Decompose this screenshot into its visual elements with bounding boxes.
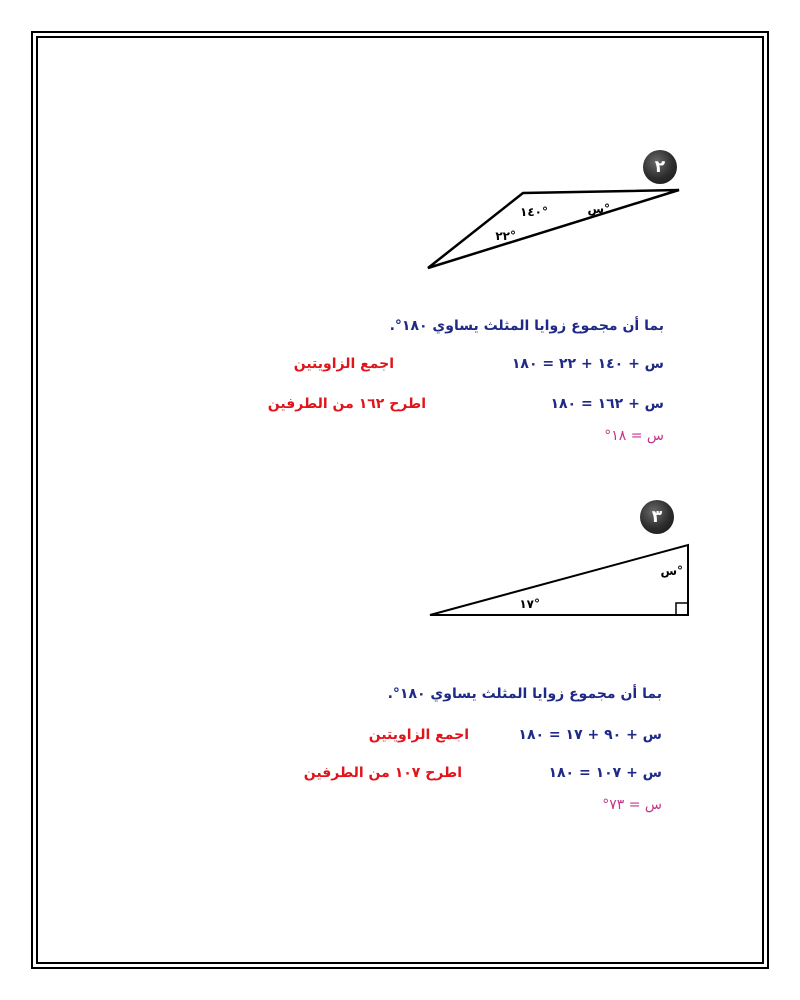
note-text: اجمع الزاويتين [368, 727, 469, 743]
angle-label-bottom: ١٧° [519, 597, 540, 611]
equation-text: س + ٩٠ + ١٧ = ١٨٠ [518, 727, 662, 743]
statement-line: بما أن مجموع زوايا المثلث يساوي ١٨٠°. [387, 686, 662, 702]
step-line [244, 396, 664, 416]
angle-label-bottom: ٢٢° [495, 229, 516, 243]
note-text: اجمع الزاويتين [293, 356, 394, 372]
angle-label-x: س° [587, 202, 610, 216]
step-line [303, 765, 662, 785]
angle-label-x: س° [660, 564, 683, 578]
step-line [342, 727, 662, 747]
note-text: اطرح ١٠٧ من الطرفين [303, 765, 462, 781]
statement-line: بما أن مجموع زوايا المثلث يساوي ١٨٠°. [389, 318, 664, 334]
note-text: اطرح ١٦٢ من الطرفين [267, 396, 426, 412]
answer-line: س = ١٨° [604, 428, 664, 444]
problem-number-badge: ٣ [640, 500, 674, 534]
step-line [284, 356, 664, 376]
equation-text: س + ١٠٧ = ١٨٠ [548, 765, 662, 781]
angle-label-top: ١٤٠° [520, 205, 548, 219]
answer-line: س = ٧٣° [602, 797, 662, 813]
equation-text: س + ١٤٠ + ٢٢ = ١٨٠ [511, 356, 664, 372]
equation-text: س + ١٦٢ = ١٨٠ [550, 396, 664, 412]
problem-number-badge: ٢ [643, 150, 677, 184]
